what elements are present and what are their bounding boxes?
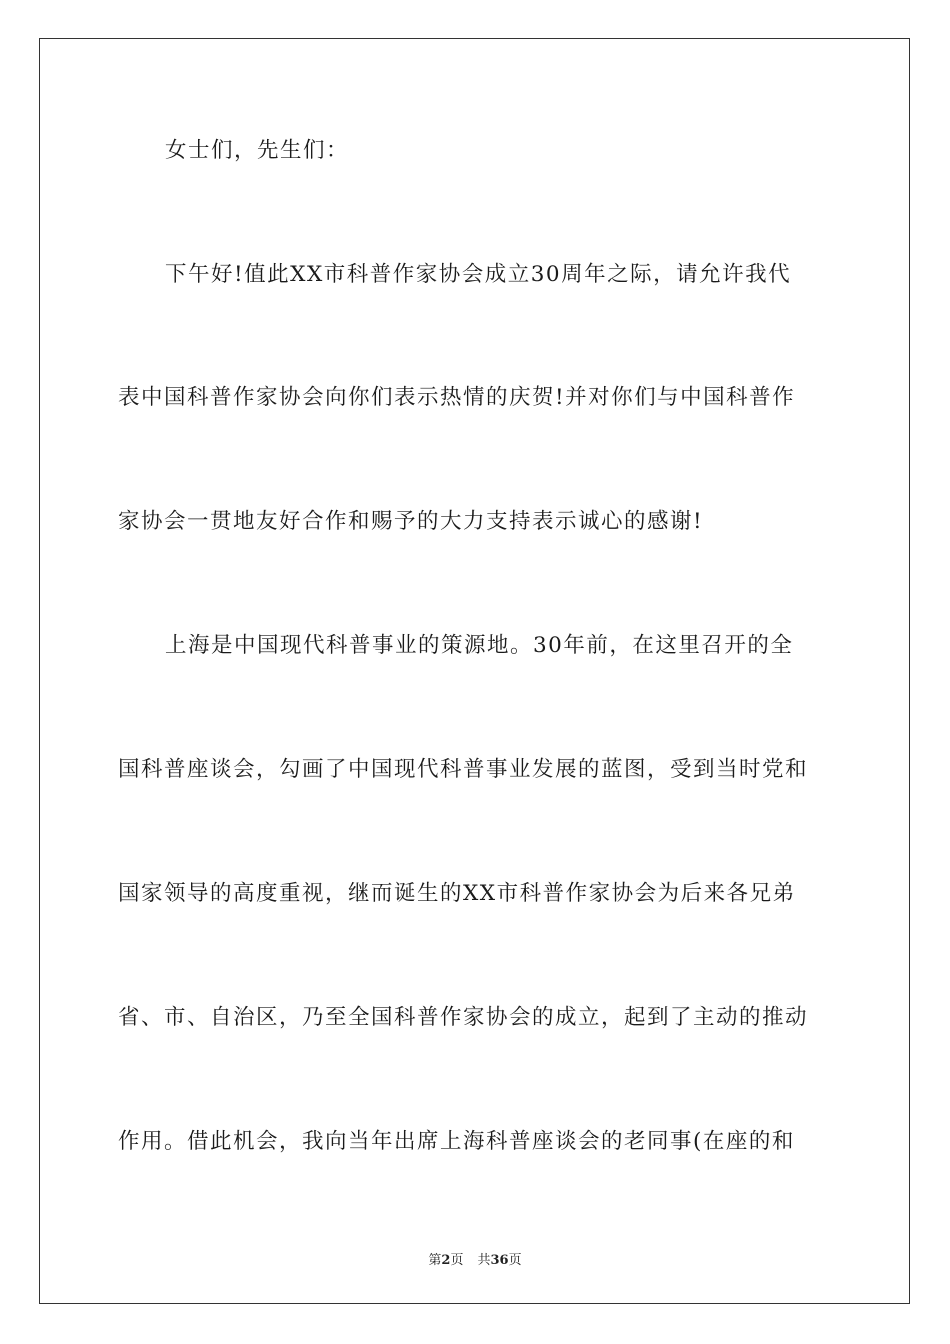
paragraph-line: 上海是中国现代科普事业的策源地。30年前，在这里召开的全	[165, 633, 794, 658]
paragraph-line: 省、市、自治区，乃至全国科普作家协会的成立，起到了主动的推动	[118, 1005, 809, 1030]
paragraph-line: 家协会一贯地友好合作和赐予的大力支持表示诚心的感谢!	[118, 509, 704, 534]
paragraph-line: 下午好!值此XX市科普作家协会成立30周年之际，请允许我代	[165, 262, 792, 287]
salutation-line: 女士们，先生们：	[165, 138, 350, 163]
paragraph-line: 表中国科普作家协会向你们表示热情的庆贺!并对你们与中国科普作	[118, 385, 796, 410]
page-border	[39, 38, 910, 1304]
footer-page-prefix: 第	[428, 1253, 442, 1268]
paragraph-line: 国科普座谈会，勾画了中国现代科普事业发展的蓝图，受到当时党和	[118, 757, 809, 782]
footer-total-number: 36	[490, 1253, 509, 1268]
page-footer	[0, 1249, 950, 1268]
footer-page-number: 2	[441, 1253, 451, 1268]
footer-total-prefix: 共	[477, 1253, 491, 1268]
paragraph-line: 作用。借此机会，我向当年出席上海科普座谈会的老同事(在座的和	[118, 1129, 795, 1154]
footer-page-suffix: 页	[450, 1253, 464, 1268]
footer-total-suffix: 页	[508, 1253, 522, 1268]
paragraph-line: 国家领导的高度重视，继而诞生的XX市科普作家协会为后来各兄弟	[118, 881, 796, 906]
